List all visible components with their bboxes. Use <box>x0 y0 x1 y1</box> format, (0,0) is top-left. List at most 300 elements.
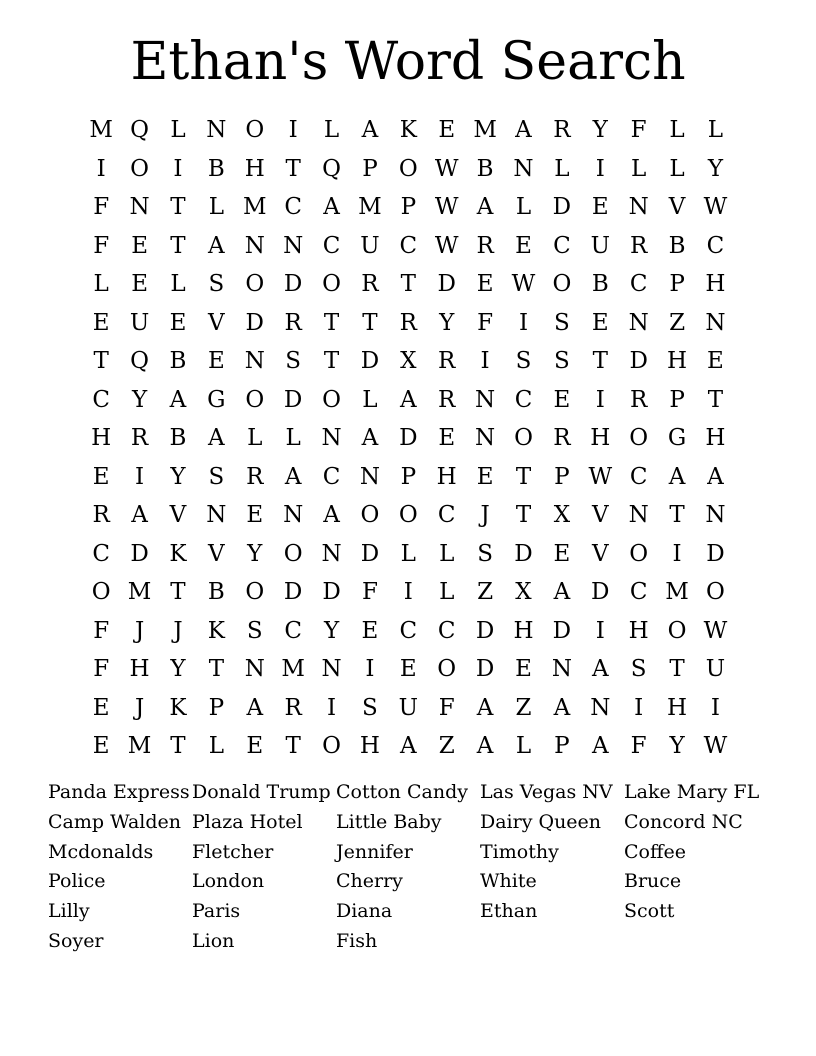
grid-letter: F <box>477 309 494 336</box>
grid-letter: C <box>322 232 341 259</box>
word-list-item: Ethan <box>480 900 538 923</box>
word-column <box>192 778 336 957</box>
grid-letter: Z <box>477 579 494 606</box>
grid-letter: S <box>362 694 378 721</box>
grid-letter: L <box>707 117 724 144</box>
grid-letter: C <box>553 232 571 259</box>
grid-letter: P <box>400 463 417 490</box>
grid-letter: P <box>669 271 685 298</box>
grid-letter: R <box>361 271 379 298</box>
grid-letter: F <box>630 733 647 760</box>
grid-letter: D <box>514 540 533 567</box>
grid-letter: L <box>170 117 186 144</box>
grid-letter: M <box>473 117 497 144</box>
grid-letter: C <box>629 579 648 606</box>
grid-letter: W <box>703 194 728 221</box>
grid-letter: H <box>513 617 534 644</box>
grid-letter: A <box>246 694 264 721</box>
grid-row <box>82 150 736 189</box>
grid-letter: S <box>246 617 263 644</box>
grid-letter: H <box>667 694 688 721</box>
grid-letter: D <box>360 540 380 567</box>
grid-row <box>82 612 736 651</box>
grid-letter: V <box>169 502 187 529</box>
grid-row <box>82 419 736 458</box>
grid-letter: N <box>628 502 649 529</box>
grid-letter: W <box>434 194 459 221</box>
grid-letter: A <box>131 502 148 529</box>
grid-letter: L <box>515 733 532 760</box>
grid-letter: Q <box>130 117 150 144</box>
grid-letter: Y <box>592 117 608 144</box>
word-list-item: Plaza Hotel <box>192 810 303 833</box>
grid-letter: J <box>134 617 145 644</box>
grid-letter: H <box>705 425 726 452</box>
grid-letter: Y <box>323 617 340 644</box>
grid-letter: A <box>169 386 187 413</box>
grid-letter: Y <box>439 309 455 336</box>
grid-letter: S <box>208 271 225 298</box>
grid-letter: D <box>591 579 610 606</box>
grid-letter: M <box>89 117 113 144</box>
grid-letter: N <box>244 656 265 683</box>
grid-letter: E <box>92 694 110 721</box>
grid-letter: T <box>515 502 532 529</box>
grid-letter: B <box>668 232 686 259</box>
grid-letter: N <box>283 232 304 259</box>
grid-letter: M <box>358 194 382 221</box>
grid-letter: D <box>706 540 725 567</box>
grid-letter: T <box>285 733 301 760</box>
grid-letter: E <box>438 425 456 452</box>
grid-letter: M <box>281 656 305 683</box>
grid-letter: T <box>515 463 532 490</box>
grid-letter: P <box>554 463 570 490</box>
grid-letter: C <box>629 463 648 490</box>
grid-letter: O <box>514 425 533 452</box>
grid-row <box>82 458 736 497</box>
grid-letter: U <box>398 694 419 721</box>
grid-letter: K <box>207 617 225 644</box>
grid-letter: E <box>92 463 110 490</box>
grid-letter: B <box>476 155 494 182</box>
word-column <box>480 778 624 957</box>
word-list-item: Mcdonalds <box>48 840 154 863</box>
grid-letter: R <box>553 425 571 452</box>
grid-letter: L <box>208 194 224 221</box>
grid-letter: S <box>554 309 570 336</box>
grid-letter: A <box>476 694 494 721</box>
grid-letter: O <box>322 733 341 760</box>
grid-letter: X <box>400 348 417 375</box>
grid-letter: S <box>630 656 647 683</box>
grid-letter: R <box>92 502 110 529</box>
grid-letter: Y <box>170 463 186 490</box>
grid-letter: N <box>359 463 380 490</box>
grid-letter: F <box>438 694 455 721</box>
grid-letter: N <box>628 194 649 221</box>
grid-letter: O <box>245 579 265 606</box>
grid-letter: A <box>707 463 724 490</box>
grid-letter: W <box>703 733 728 760</box>
word-list-item: Cotton Candy <box>336 781 468 803</box>
grid-letter: M <box>127 579 152 606</box>
grid-letter: I <box>135 463 145 490</box>
word-list <box>48 778 788 957</box>
grid-letter: O <box>322 271 341 298</box>
word-list-item: Scott <box>624 900 675 923</box>
grid-letter: O <box>91 579 111 606</box>
word-list-item: Little Baby <box>336 810 442 833</box>
grid-letter: O <box>706 579 725 606</box>
grid-letter: Y <box>247 540 263 567</box>
grid-letter: T <box>323 309 340 336</box>
grid-letter: L <box>285 425 301 452</box>
grid-letter: D <box>437 271 456 298</box>
grid-letter: O <box>552 271 572 298</box>
grid-letter: P <box>362 155 378 182</box>
grid-letter: C <box>399 232 418 259</box>
grid-letter: F <box>630 117 647 144</box>
grid-letter: Y <box>170 656 186 683</box>
grid-letter: I <box>403 579 413 606</box>
grid-letter: L <box>208 733 224 760</box>
grid-letter: A <box>400 386 417 413</box>
word-list-item: Fish <box>336 929 378 952</box>
grid-letter: E <box>438 117 456 144</box>
grid-letter: N <box>244 348 265 375</box>
grid-letter: A <box>208 425 225 452</box>
grid-letter: D <box>130 540 149 567</box>
grid-letter: B <box>169 425 187 452</box>
grid-row <box>82 727 736 766</box>
grid-letter: S <box>554 348 570 375</box>
grid-letter: S <box>285 348 302 375</box>
grid-letter: I <box>595 155 605 182</box>
grid-letter: O <box>245 386 265 413</box>
grid-letter: Y <box>131 386 148 413</box>
grid-letter: I <box>518 309 529 336</box>
grid-letter: O <box>322 386 341 413</box>
grid-letter: I <box>595 617 605 644</box>
grid-row <box>82 381 736 420</box>
word-list-item: Police <box>48 870 106 893</box>
word-list-item: Camp Walden <box>48 810 182 833</box>
grid-row <box>82 650 736 689</box>
grid-letter: E <box>246 502 264 529</box>
grid-letter: R <box>438 386 456 413</box>
grid-letter: E <box>92 309 110 336</box>
grid-letter: L <box>400 540 416 567</box>
grid-letter: N <box>551 656 572 683</box>
word-list-item: London <box>192 870 265 893</box>
grid-letter: N <box>705 309 726 336</box>
grid-letter: R <box>284 309 302 336</box>
grid-letter: T <box>170 232 186 259</box>
grid-letter: O <box>398 502 418 529</box>
grid-letter: N <box>206 502 227 529</box>
grid-letter: O <box>667 617 687 644</box>
grid-letter: A <box>323 502 340 529</box>
grid-row <box>82 227 736 266</box>
grid-letter: A <box>208 232 225 259</box>
grid-letter: N <box>513 155 534 182</box>
grid-letter: R <box>399 309 417 336</box>
grid-letter: L <box>362 386 378 413</box>
grid-letter: A <box>323 194 340 221</box>
grid-letter: N <box>321 540 342 567</box>
grid-letter: X <box>553 502 571 529</box>
grid-row <box>82 111 736 150</box>
grid-letter: X <box>515 579 532 606</box>
grid-letter: L <box>669 155 685 182</box>
grid-letter: U <box>360 232 380 259</box>
grid-letter: V <box>208 540 225 567</box>
grid-row <box>82 535 736 574</box>
grid-letter: W <box>434 232 459 259</box>
grid-row <box>82 342 736 381</box>
grid-letter: A <box>515 117 532 144</box>
grid-letter: C <box>284 194 302 221</box>
grid-letter: N <box>321 425 342 452</box>
grid-letter: H <box>244 155 265 182</box>
grid-letter: U <box>705 656 726 683</box>
grid-letter: H <box>91 425 112 452</box>
grid-letter: Q <box>322 155 341 182</box>
grid-letter: L <box>323 117 340 144</box>
grid-letter: V <box>668 194 686 221</box>
grid-letter: O <box>437 656 457 683</box>
grid-letter: D <box>283 386 303 413</box>
grid-letter: E <box>246 733 264 760</box>
grid-letter: T <box>93 348 109 375</box>
grid-letter: R <box>130 425 149 452</box>
grid-letter: C <box>322 463 341 490</box>
word-list-item: Las Vegas NV <box>480 781 613 803</box>
grid-letter: I <box>710 694 720 721</box>
grid-letter: B <box>207 579 225 606</box>
word-list-item: Timothy <box>480 840 559 863</box>
grid-letter: P <box>669 386 685 413</box>
grid-letter: E <box>207 348 225 375</box>
grid-letter: N <box>321 656 342 683</box>
grid-letter: E <box>515 656 532 683</box>
grid-letter: A <box>591 656 609 683</box>
grid-letter: W <box>588 463 613 490</box>
grid-letter: W <box>511 271 536 298</box>
grid-letter: I <box>365 656 375 683</box>
grid-letter: D <box>399 425 418 452</box>
grid-letter: P <box>554 733 570 760</box>
grid-letter: B <box>169 348 187 375</box>
grid-letter: V <box>208 309 225 336</box>
grid-letter: S <box>477 540 493 567</box>
word-list-item: Lion <box>192 929 235 952</box>
grid-letter: D <box>552 194 572 221</box>
grid-letter: G <box>667 425 687 452</box>
grid-letter: C <box>92 540 110 567</box>
grid-letter: K <box>399 117 417 144</box>
grid-letter: M <box>665 579 689 606</box>
grid-letter: M <box>242 194 267 221</box>
word-list-item: Diana <box>336 900 393 923</box>
grid-letter: R <box>284 694 302 721</box>
grid-letter: J <box>134 694 145 721</box>
grid-letter: P <box>208 694 225 721</box>
word-list-item: Soyer <box>48 929 104 952</box>
grid-letter: T <box>592 348 608 375</box>
grid-letter: I <box>672 540 682 567</box>
grid-letter: R <box>246 463 264 490</box>
grid-letter: B <box>207 155 225 182</box>
grid-letter: C <box>629 271 648 298</box>
word-list-item: Fletcher <box>192 840 274 863</box>
grid-letter: L <box>439 540 455 567</box>
puzzle-title: Ethan's Word Search <box>130 32 686 92</box>
grid-letter: G <box>207 386 226 413</box>
grid-letter: A <box>361 425 379 452</box>
word-list-item: White <box>480 870 537 893</box>
grid-row <box>82 304 736 343</box>
grid-letter: E <box>169 309 187 336</box>
grid-letter: A <box>553 694 571 721</box>
grid-letter: J <box>173 617 183 644</box>
grid-letter: A <box>361 117 379 144</box>
grid-letter: E <box>553 540 571 567</box>
grid-letter: C <box>706 232 725 259</box>
grid-letter: O <box>245 117 265 144</box>
grid-letter: T <box>208 656 225 683</box>
grid-letter: D <box>283 271 303 298</box>
grid-letter: E <box>591 309 609 336</box>
grid-letter: V <box>591 502 609 529</box>
grid-letter: T <box>170 733 186 760</box>
grid-letter: E <box>591 194 609 221</box>
grid-row <box>82 573 736 612</box>
grid-letter: O <box>629 540 649 567</box>
grid-letter: J <box>480 502 490 529</box>
grid-letter: L <box>439 579 455 606</box>
grid-letter: D <box>475 656 495 683</box>
grid-letter: Z <box>438 733 455 760</box>
grid-letter: T <box>362 309 378 336</box>
grid-letter: N <box>628 309 649 336</box>
grid-letter: L <box>247 425 263 452</box>
grid-letter: L <box>93 271 109 298</box>
word-list-item: Paris <box>192 900 241 923</box>
grid-letter: E <box>515 232 532 259</box>
grid-letter: Y <box>707 155 724 182</box>
grid-letter: E <box>553 386 571 413</box>
grid-letter: H <box>359 733 380 760</box>
grid-letter: O <box>245 271 265 298</box>
grid-letter: I <box>173 155 183 182</box>
grid-letter: F <box>93 617 110 644</box>
grid-letter: D <box>475 617 495 644</box>
grid-letter: W <box>703 617 728 644</box>
grid-letter: T <box>170 579 186 606</box>
grid-letter: R <box>553 117 571 144</box>
grid-row <box>82 188 736 227</box>
grid-row <box>82 689 736 728</box>
grid-letter: E <box>399 656 417 683</box>
grid-letter: A <box>553 579 571 606</box>
grid-letter: T <box>400 271 416 298</box>
grid-letter: N <box>129 194 150 221</box>
grid-letter: Y <box>669 733 685 760</box>
grid-letter: I <box>288 117 298 144</box>
grid-letter: U <box>590 232 610 259</box>
grid-letter: H <box>590 425 611 452</box>
grid-letter: U <box>129 309 150 336</box>
grid-letter: B <box>591 271 609 298</box>
word-list-item: Lake Mary FL <box>624 781 760 803</box>
grid-letter: D <box>245 309 264 336</box>
grid-letter: H <box>436 463 457 490</box>
grid-letter: Z <box>669 309 686 336</box>
grid-letter: R <box>630 386 648 413</box>
grid-letter: S <box>515 348 532 375</box>
word-list-item: Bruce <box>624 870 682 893</box>
word-list-item: Concord NC <box>624 810 743 833</box>
grid-letter: P <box>400 194 417 221</box>
grid-letter: A <box>476 194 494 221</box>
grid-letter: L <box>554 155 570 182</box>
grid-letter: E <box>476 463 494 490</box>
grid-row <box>82 496 736 535</box>
grid-letter: H <box>667 348 688 375</box>
grid-letter: C <box>437 617 456 644</box>
grid-letter: A <box>400 733 417 760</box>
grid-letter: F <box>93 194 110 221</box>
grid-letter: R <box>630 232 648 259</box>
word-list-item: Coffee <box>624 840 686 863</box>
grid-letter: C <box>284 617 302 644</box>
word-list-item: Cherry <box>336 870 403 893</box>
grid-letter: D <box>322 579 341 606</box>
grid-letter: T <box>669 656 685 683</box>
grid-letter: C <box>399 617 418 644</box>
grid-letter: N <box>475 386 496 413</box>
grid-letter: L <box>631 155 647 182</box>
grid-letter: H <box>628 617 649 644</box>
grid-letter: A <box>284 463 302 490</box>
word-column <box>336 778 480 957</box>
grid-letter: M <box>127 733 152 760</box>
grid-letter: N <box>244 232 265 259</box>
grid-letter: O <box>629 425 649 452</box>
grid-letter: T <box>323 348 340 375</box>
grid-letter: O <box>360 502 380 529</box>
word-list-item: Jennifer <box>336 840 413 863</box>
word-list-item: Panda Express <box>48 781 190 803</box>
grid-letter: L <box>170 271 186 298</box>
grid-letter: C <box>92 386 110 413</box>
grid-letter: A <box>668 463 686 490</box>
grid-letter: A <box>476 733 494 760</box>
grid-letter: F <box>93 656 110 683</box>
word-column <box>624 778 768 957</box>
grid-letter: E <box>476 271 494 298</box>
grid-letter: O <box>398 155 418 182</box>
grid-letter: I <box>595 386 605 413</box>
grid-letter: E <box>707 348 724 375</box>
grid-letter: F <box>361 579 378 606</box>
grid-row <box>82 265 736 304</box>
grid-letter: K <box>169 694 187 721</box>
grid-letter: F <box>93 232 110 259</box>
grid-letter: D <box>629 348 648 375</box>
